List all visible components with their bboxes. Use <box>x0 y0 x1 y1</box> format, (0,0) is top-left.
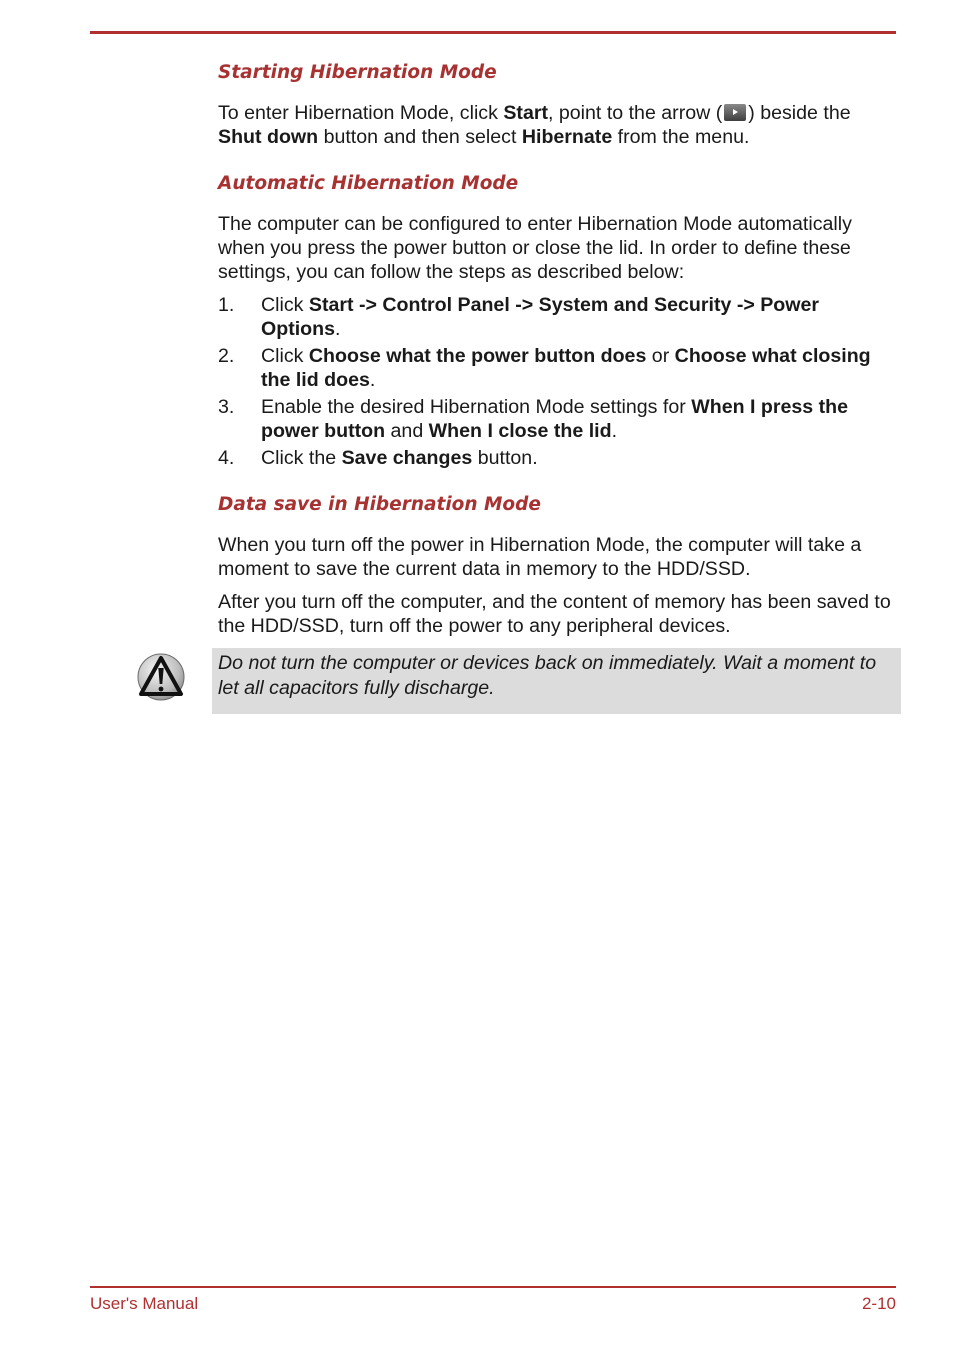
list-item: 2. Click Choose what the power button does or Choose what closing the lid does. <box>218 345 871 391</box>
start-term: Start <box>503 102 548 124</box>
hibernate-term: Hibernate <box>521 126 613 148</box>
steps-list <box>218 293 898 470</box>
note-box <box>212 648 901 714</box>
heading-automatic-hibernation: Automatic Hibernation Mode <box>218 173 519 194</box>
footer-manual-label: User's Manual <box>90 1294 199 1313</box>
footer-page-number: 2-10 <box>861 1294 896 1313</box>
heading-data-save: Data save in Hibernation Mode <box>218 494 541 515</box>
starting-paragraph: To enter Hibernation Mode, click Start, point to the arrow ( ) beside the Shut down button and then select Hibernate from the menu. <box>218 102 851 148</box>
datasave-paragraph-2: After you turn off the computer, and the content of memory has been saved to the HDD/SSD, turn off the power to any peripheral devices. <box>218 591 891 637</box>
bottom-rule <box>90 1286 896 1288</box>
top-rule <box>90 31 896 34</box>
note-text: Do not turn the computer or devices back on immediately. Wait a moment to let all capacitors fully discharge. <box>218 652 877 699</box>
warning-icon <box>136 651 186 703</box>
shut-down-term: Shut down <box>218 126 319 148</box>
list-item: 4. Click the Save changes button. <box>218 447 538 469</box>
datasave-paragraph-1: When you turn off the power in Hibernation Mode, the computer will take a moment to save the current data in memory to the HDD/SSD. <box>218 534 862 580</box>
list-item: 1. Click Start -> Control Panel -> System and Security -> Power Options. <box>218 294 820 340</box>
heading-starting-hibernation: Starting Hibernation Mode <box>218 62 497 83</box>
list-item: 3. Enable the desired Hibernation Mode settings for When I press the power button and When I close the lid. <box>218 396 849 442</box>
arrow-icon <box>724 104 746 121</box>
automatic-intro: The computer can be configured to enter Hibernation Mode automatically when you press the power button or close the lid. In order to define these settings, you can follow the steps as described below: <box>218 213 852 283</box>
